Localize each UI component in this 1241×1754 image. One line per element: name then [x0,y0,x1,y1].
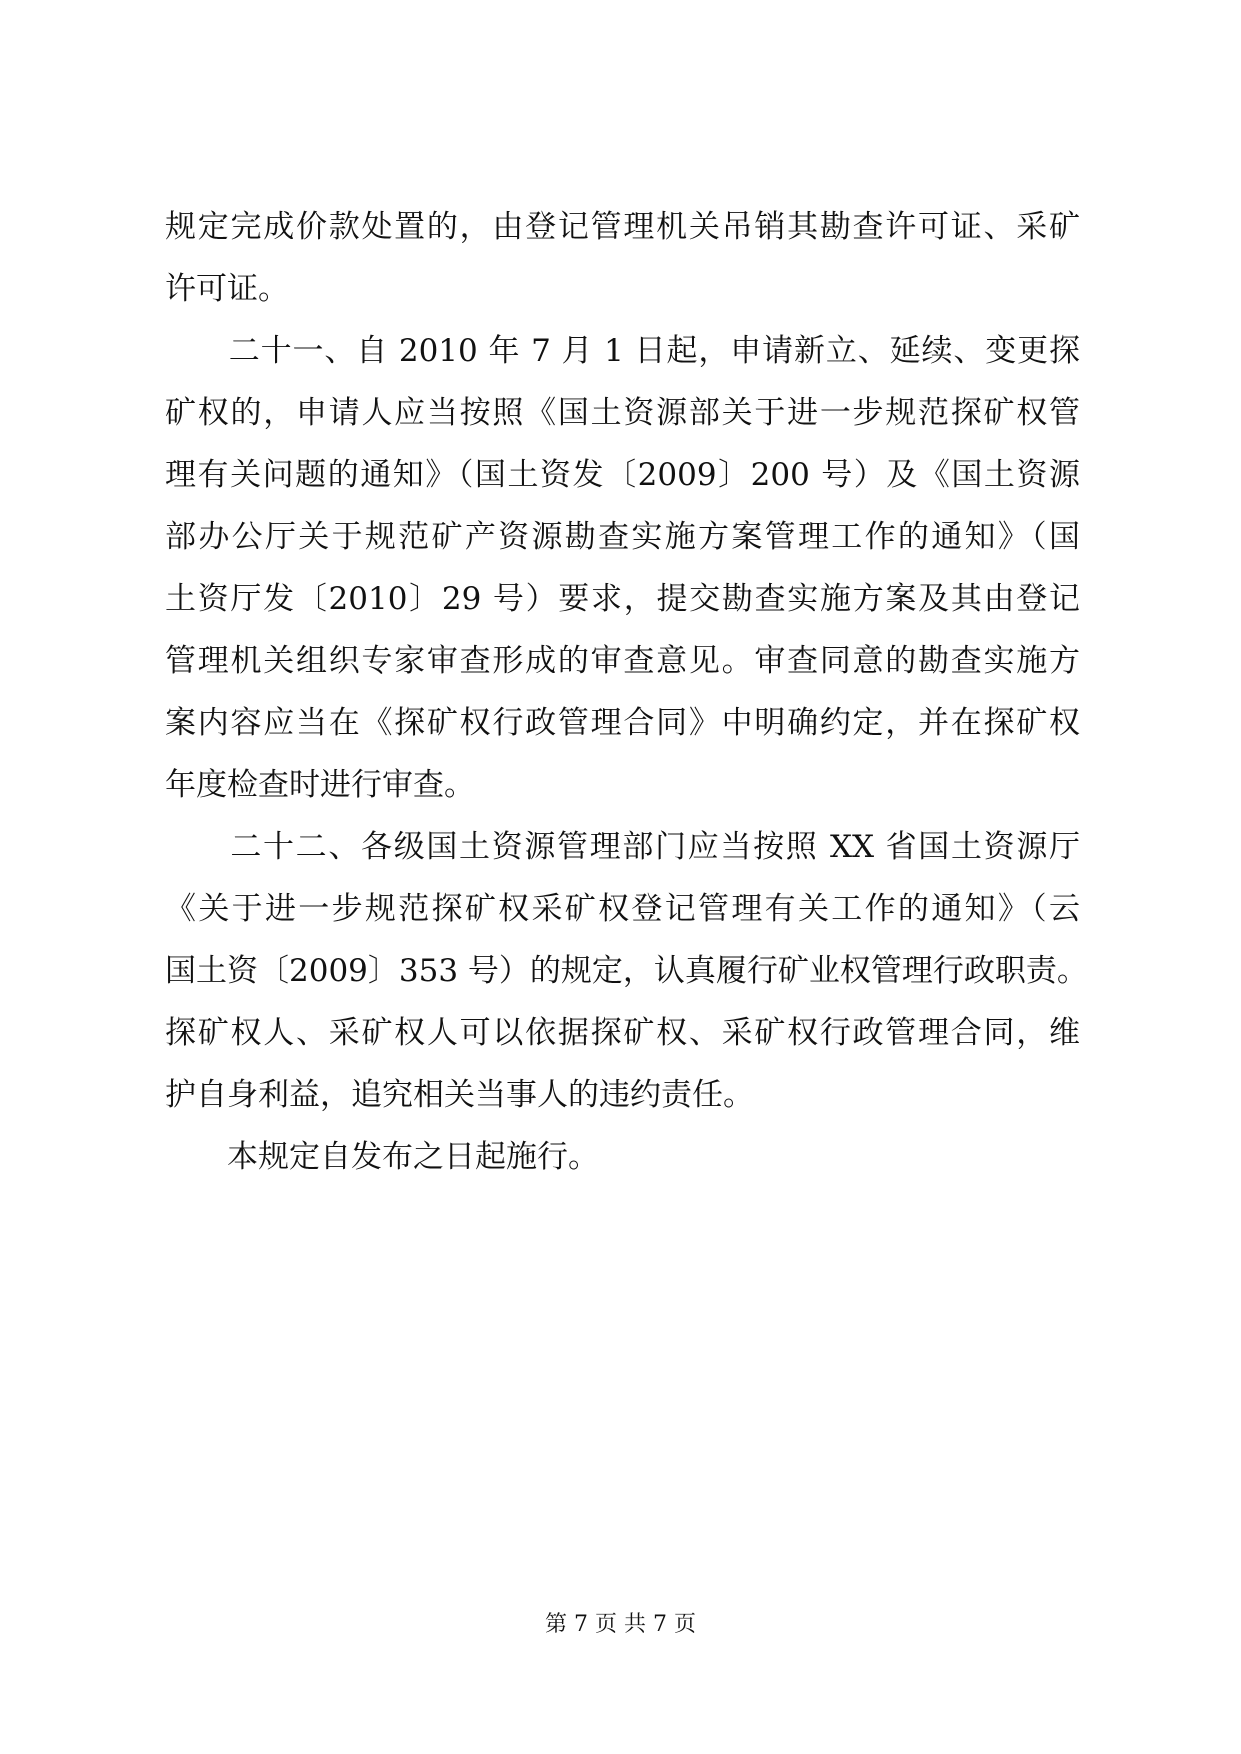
text-line: 理有关问题的通知》（国土资发〔2009〕200 号）及《国土资源 [165,457,1080,493]
text-line: 规定完成价款处置的，由登记管理机关吊销其勘查许可证、采矿 [165,209,1080,245]
text-line: 探矿权人、采矿权人可以依据探矿权、采矿权行政管理合同，维 [165,1015,1080,1051]
text-line: 部办公厅关于规范矿产资源勘查实施方案管理工作的通知》（国 [165,519,1080,555]
text-line: 二十二、各级国土资源管理部门应当按照 XX 省国土资源厅 [165,829,1080,865]
text-line: 国土资〔2009〕353 号）的规定，认真履行矿业权管理行政职责。 [165,953,1088,989]
text-line: 年度检查时进行审查。 [165,767,475,803]
text-line: 本规定自发布之日起施行。 [165,1139,599,1175]
text-line: 案内容应当在《探矿权行政管理合同》中明确约定，并在探矿权 [165,705,1080,741]
text-line: 管理机关组织专家审查形成的审查意见。审查同意的勘查实施方 [165,643,1080,679]
page-number-footer: 第 7 页 共 7 页 [545,1612,696,1637]
text-line: 二十一、自 2010 年 7 月 1 日起，申请新立、延续、变更探 [165,333,1080,369]
text-line: 《关于进一步规范探矿权采矿权登记管理有关工作的通知》（云 [165,891,1080,927]
text-line: 护自身利益，追究相关当事人的违约责任。 [165,1077,754,1113]
text-line: 许可证。 [165,271,289,307]
text-line: 土资厅发〔2010〕29 号）要求，提交勘查实施方案及其由登记 [165,581,1080,617]
document-body [165,196,1088,1188]
text-line: 矿权的，申请人应当按照《国土资源部关于进一步规范探矿权管 [165,395,1080,431]
